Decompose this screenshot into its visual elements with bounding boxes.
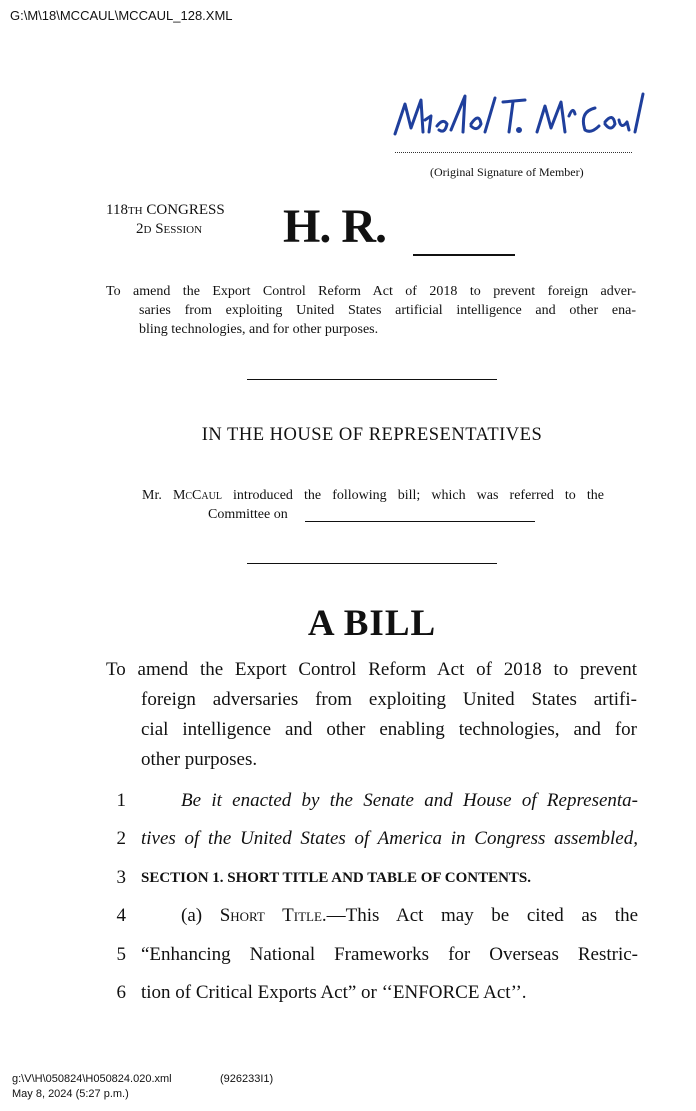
- line-number-1: 1: [116, 790, 126, 811]
- session-suffix: D: [143, 224, 152, 236]
- purpose-short-line-2: saries from exploiting United States artificial intelligence and other ena-: [139, 303, 636, 318]
- enacting-clause-line-1: Be it enacted by the Senate and House of Representa-: [181, 790, 638, 811]
- sponsor-name: McCaul: [172, 488, 222, 503]
- divider-1: [247, 379, 497, 380]
- purpose-short-line-3: bling technologies, and for other purposes.: [139, 322, 379, 337]
- short-title-line-2: “Enhancing National Frameworks for Overseas Restric-: [141, 944, 638, 965]
- purpose-short-line-1: To amend the Export Control Reform Act of 2018 to prevent foreign adver-: [106, 284, 636, 299]
- congress-label: [106, 201, 225, 220]
- subsection-label: (a): [181, 905, 203, 926]
- footer-file: g:\V\H\050824\H050824.020.xml: [12, 1073, 172, 1085]
- short-title-text: —This Act may be cited as the: [326, 905, 638, 926]
- signature-caption: (Original Signature of Member): [430, 165, 584, 179]
- line-number-5: 5: [116, 944, 126, 965]
- short-title-line-3: tion of Critical Exports Act” or ‘‘ENFORCE Act’’.: [141, 982, 527, 1003]
- subsection-heading: Short Title.: [219, 905, 327, 926]
- file-path-header: G:\M\18\MCCAUL\MCCAUL_128.XML: [10, 8, 233, 23]
- committee-label: Committee on: [208, 507, 288, 522]
- footer-code: (926233I1): [220, 1073, 274, 1085]
- session-label: [136, 220, 202, 239]
- session-word: Session: [155, 221, 203, 237]
- enacting-clause-line-2: tives of the United States of America in Congress assembled,: [141, 828, 638, 849]
- line-number-4: 4: [116, 905, 126, 926]
- signature-line: [395, 152, 632, 153]
- divider-2: [247, 563, 497, 564]
- handwritten-signature: [385, 86, 655, 146]
- committee-blank: [305, 521, 535, 522]
- purpose-long-line-1: To amend the Export Control Reform Act of 2018 to prevent: [106, 659, 637, 680]
- purpose-long-line-2: foreign adversaries from exploiting United States artifi-: [141, 689, 637, 710]
- footer-date: May 8, 2024 (5:27 p.m.): [12, 1088, 129, 1100]
- bill-title: A BILL: [307, 603, 437, 644]
- congress-word: CONGRESS: [146, 202, 225, 218]
- intro-text: introduced the following bill; which was referred to the: [233, 488, 605, 503]
- congress-number: 118: [106, 202, 128, 218]
- line-number-6: 6: [116, 982, 126, 1003]
- bill-number-blank: [413, 254, 515, 256]
- congress-suffix: TH: [127, 205, 143, 217]
- line-number-3: 3: [116, 867, 126, 888]
- purpose-long-line-3: cial intelligence and other enabling technologies, and for: [141, 719, 637, 740]
- line-number-2: 2: [116, 828, 126, 849]
- bill-designation: H. R.: [283, 200, 386, 253]
- section-heading: SECTION 1. SHORT TITLE AND TABLE OF CONTENTS.: [141, 870, 532, 886]
- signature-image: [385, 86, 655, 146]
- introduction-line: [142, 486, 604, 505]
- intro-prefix: Mr.: [142, 488, 162, 503]
- short-title-line-1: [181, 905, 638, 927]
- chamber-heading: IN THE HOUSE OF REPRESENTATIVES: [201, 425, 543, 445]
- session-number: 2: [136, 221, 144, 237]
- purpose-long-line-4: other purposes.: [141, 749, 258, 770]
